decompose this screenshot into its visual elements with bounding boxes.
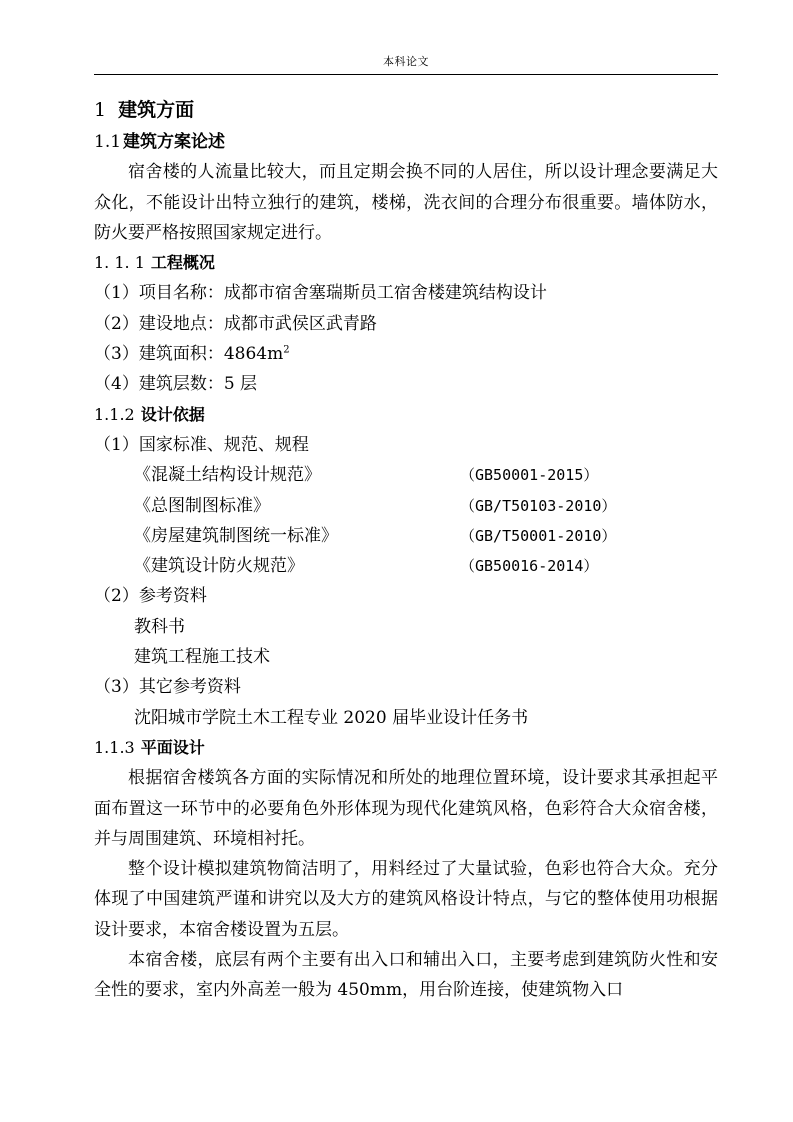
standard-name: 《房屋建筑制图统一标准》	[134, 525, 338, 546]
area-value: 4864m	[223, 344, 284, 365]
subsection-title: 设计依据	[140, 404, 205, 424]
standard-row	[94, 521, 718, 551]
subsection-number: 1.1.2	[94, 404, 135, 424]
standard-name: 《混凝土结构设计规范》	[134, 465, 321, 486]
subsection-heading-basis	[94, 400, 718, 430]
standard-code: （GB/T50103-2010）	[460, 496, 617, 515]
page-header	[94, 0, 718, 75]
list-group-title: （3）其它参考资料	[94, 677, 241, 698]
standard-name: 《总图制图标准》	[134, 495, 270, 516]
document-body	[94, 94, 718, 1006]
list-item: （4）建筑层数：5 层	[94, 374, 258, 395]
subsection-title: 平面设计	[140, 737, 205, 757]
standard-row	[94, 460, 718, 490]
body-paragraph: 根据宿舍楼筑各方面的实际情况和所处的地理位置环境，设计要求其承担起平面布置这一环节中的必要角色外形体现为现代化建筑风格，色彩符合大众宿舍楼，并与周围建筑、环境相衬托。	[94, 768, 718, 849]
subsection-heading-plan	[94, 733, 718, 763]
reference-item: 沈阳城市学院土木工程专业 2020 届毕业设计任务书	[134, 707, 529, 728]
list-item-area	[94, 339, 718, 369]
chapter-title: 建筑方面	[118, 99, 195, 121]
reference-item: 建筑工程施工技术	[134, 647, 270, 668]
subsection-number: 1.1.3	[94, 737, 135, 757]
section-number: 1.1	[94, 132, 122, 152]
list-item: （2）建设地点：成都市武侯区武青路	[94, 313, 377, 334]
subsection-number: 1. 1. 1	[94, 253, 145, 273]
chapter-heading	[94, 94, 718, 127]
subsection-title: 工程概况	[150, 253, 215, 273]
section-paragraph: 宿舍楼的人流量比较大，而且定期会换不同的人居住，所以设计理念要满足大众化，不能设计出特立独行的建筑，楼梯，洗衣间的合理分布很重要。墙体防水，防火要严格按照国家规定进行。	[94, 162, 718, 243]
subsection-heading-overview	[94, 248, 718, 278]
chapter-number: 1	[94, 99, 107, 121]
standard-code: （GB/T50001-2010）	[460, 526, 617, 545]
reference-item: 教科书	[134, 616, 185, 637]
body-paragraph: 整个设计模拟建筑物简洁明了，用料经过了大量试验，色彩也符合大众。充分体现了中国建筑严谨和讲究以及大方的建筑风格设计特点，与它的整体使用功根据设计要求，本宿舍楼设置为五层。	[94, 859, 718, 940]
list-group-title: （2）参考资料	[94, 586, 207, 607]
section-title: 建筑方案论述	[123, 132, 226, 152]
area-unit-superscript: 2	[283, 344, 290, 356]
standard-code: （GB50001-2015）	[460, 466, 599, 485]
list-item: （1）项目名称：成都市宿舍塞瑞斯员工宿舍楼建筑结构设计	[94, 283, 547, 304]
standard-name: 《建筑设计防火规范》	[134, 556, 304, 577]
body-paragraph: 本宿舍楼，底层有两个主要有出入口和辅出入口，主要考虑到建筑防火性和安全性的要求，室内外高差一般为 450mm，用台阶连接，使建筑物入口	[94, 950, 718, 1001]
area-label: （3）建筑面积：	[94, 344, 224, 365]
list-group-title: （1）国家标准、规范、规程	[94, 434, 309, 455]
section-heading	[94, 127, 718, 157]
standard-row	[94, 491, 718, 521]
standard-code: （GB50016-2014）	[460, 557, 599, 576]
running-title: 本科论文	[383, 55, 429, 68]
standard-row	[94, 551, 718, 581]
